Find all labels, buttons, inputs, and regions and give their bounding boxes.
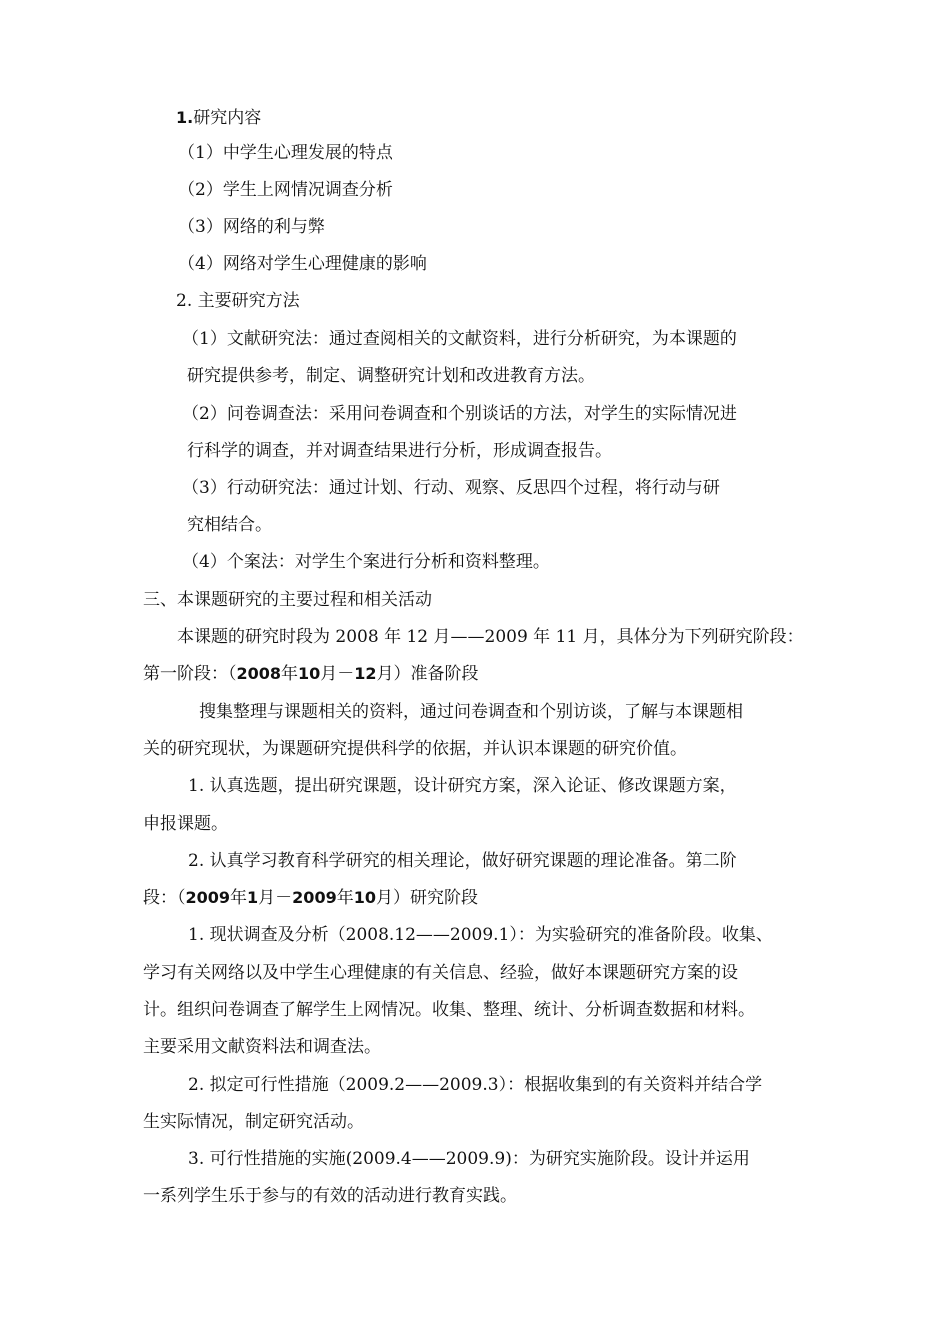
paragraph-line: 一系列学生乐于参与的有效的活动进行教育实践。 bbox=[143, 1186, 517, 1206]
paragraph-line: 2. 拟定可行性措施（2009.2——2009.3）：根据收集到的有关资料并结合学 bbox=[188, 1075, 763, 1095]
content-heading bbox=[176, 107, 261, 129]
content-item: （2）学生上网情况调查分析 bbox=[178, 180, 393, 200]
list-item: 申报课题。 bbox=[143, 814, 228, 834]
paragraph-line: 主要采用文献资料法和调查法。 bbox=[143, 1037, 381, 1057]
paragraph-line: 3. 可行性措施的实施(2009.4——2009.9)：为研究实施阶段。设计并运用 bbox=[188, 1149, 750, 1169]
paragraph-line: 关的研究现状，为课题研究提供科学的依据，并认识本课题的研究价值。 bbox=[143, 739, 687, 759]
list-item: 2. 认真学习教育科学研究的相关理论，做好研究课题的理论准备。第二阶 bbox=[188, 851, 737, 871]
paragraph-line: 生实际情况，制定研究活动。 bbox=[143, 1112, 364, 1132]
paragraph-line: 学习有关网络以及中学生心理健康的有关信息、经验，做好本课题研究方案的设 bbox=[143, 963, 738, 983]
method-line: （3）行动研究法：通过计划、行动、观察、反思四个过程，将行动与研 bbox=[182, 478, 720, 498]
method-line: 行科学的调查，并对调查结果进行分析，形成调查报告。 bbox=[187, 441, 612, 461]
phase1-heading: 第一阶段：（2008年10月－12月）准备阶段 bbox=[143, 664, 479, 684]
method-heading: 2. 主要研究方法 bbox=[176, 291, 300, 311]
content-item: （3）网络的利与弊 bbox=[178, 217, 325, 237]
method-line: 研究提供参考，制定、调整研究计划和改进教育方法。 bbox=[187, 366, 595, 386]
intro-line: 本课题的研究时段为 2008 年 12 月——2009 年 11 月，具体分为下列研究阶段： bbox=[177, 627, 804, 647]
content-item: （4）网络对学生心理健康的影响 bbox=[178, 254, 427, 274]
method-line: （1）文献研究法：通过查阅相关的文献资料，进行分析研究，为本课题的 bbox=[182, 329, 737, 349]
paragraph-line: 计。组织问卷调查了解学生上网情况。收集、整理、统计、分析调查数据和材料。 bbox=[143, 1000, 755, 1020]
section-heading: 三、本课题研究的主要过程和相关活动 bbox=[143, 590, 432, 610]
heading-text: 研究内容 bbox=[193, 108, 262, 128]
method-line: （4）个案法：对学生个案进行分析和资料整理。 bbox=[182, 552, 550, 572]
content-item: （1）中学生心理发展的特点 bbox=[178, 143, 393, 163]
method-line: 究相结合。 bbox=[187, 515, 272, 535]
paragraph-line: 搜集整理与课题相关的资料，通过问卷调查和个别访谈，了解与本课题相 bbox=[199, 702, 743, 722]
phase2-heading: 段：（2009年1月－2009年10月）研究阶段 bbox=[143, 888, 478, 908]
list-item: 1. 认真选题，提出研究课题，设计研究方案，深入论证、修改课题方案， bbox=[188, 776, 737, 796]
heading-number: 1. bbox=[176, 108, 194, 127]
method-line: （2）问卷调查法：采用问卷调查和个别谈话的方法，对学生的实际情况进 bbox=[182, 404, 737, 424]
paragraph-line: 1. 现状调查及分析（2008.12——2009.1）：为实验研究的准备阶段。收集、 bbox=[188, 925, 773, 945]
